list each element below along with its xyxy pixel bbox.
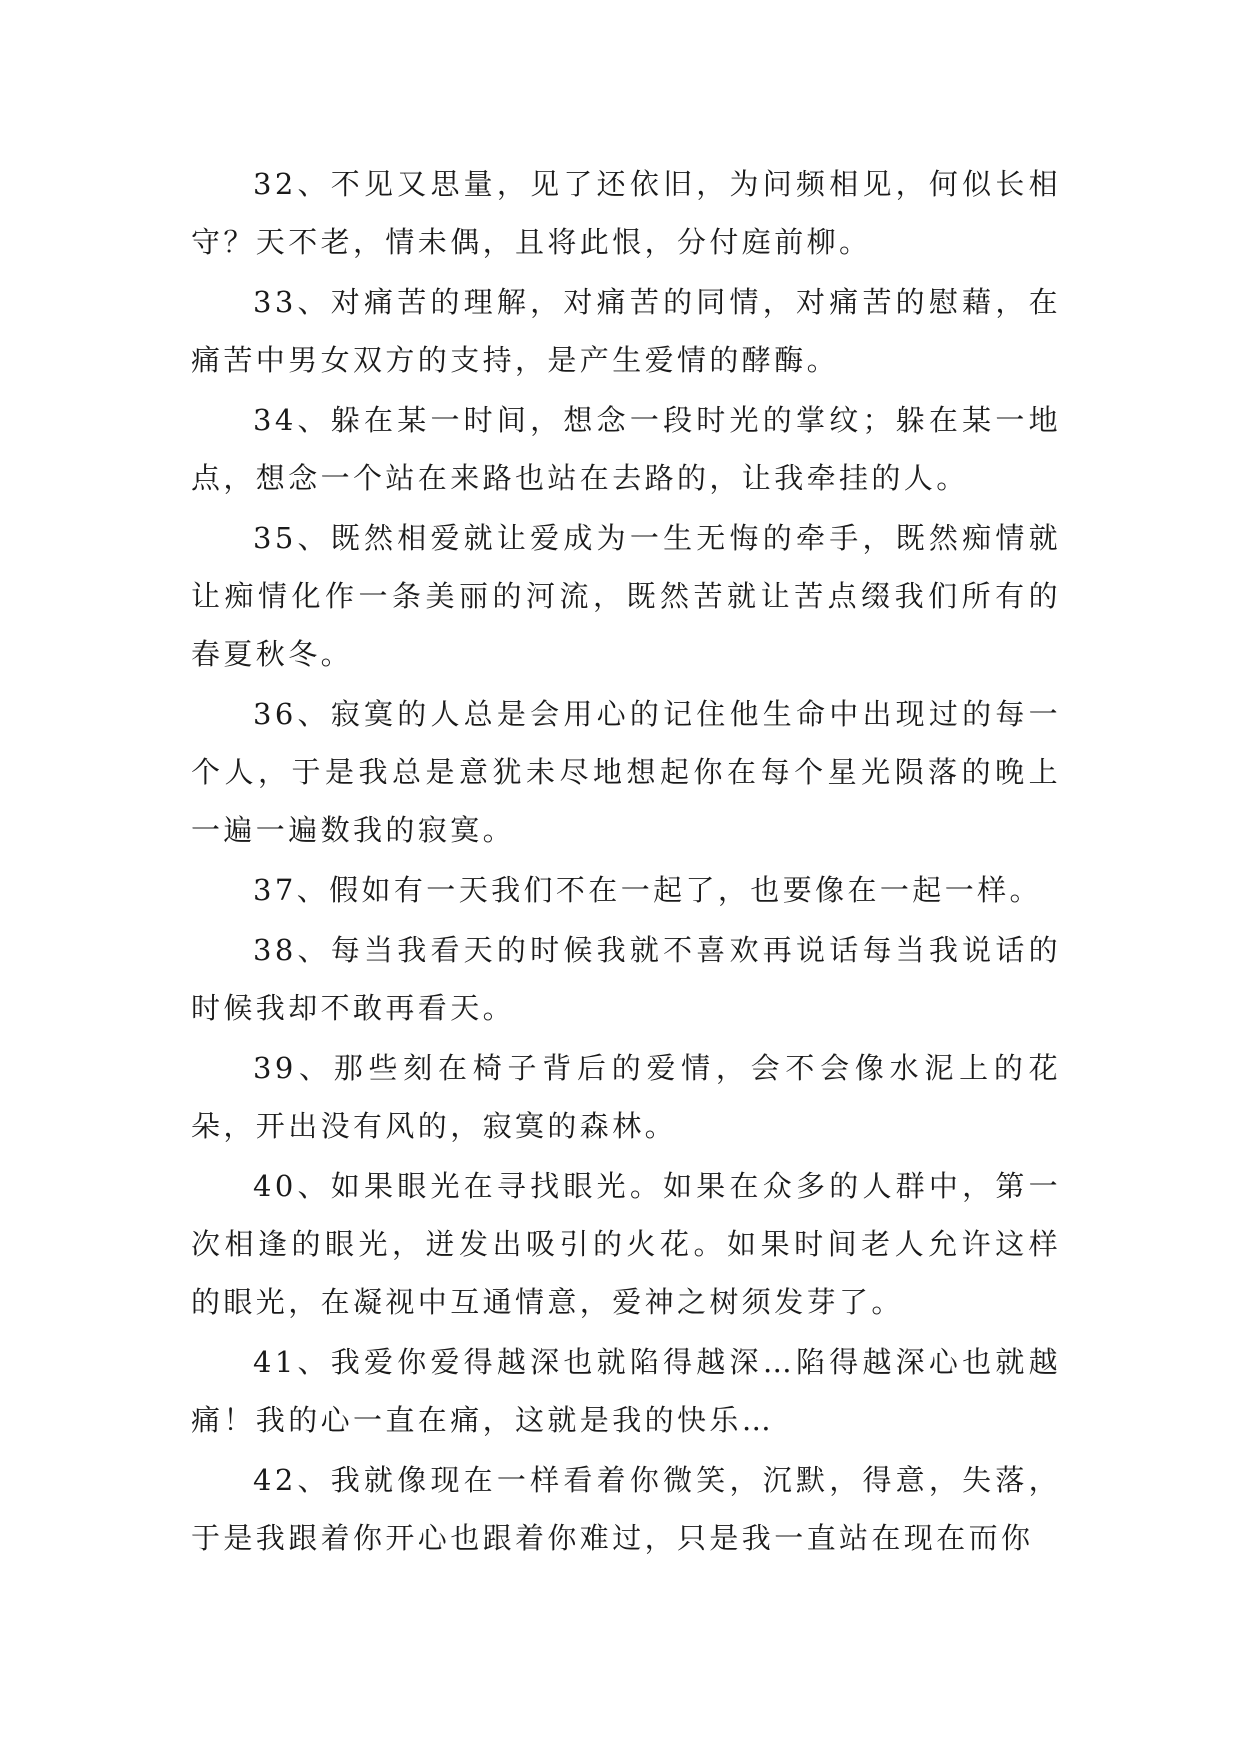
document-body bbox=[191, 155, 1061, 1569]
paragraph-36: 36、寂寞的人总是会用心的记住他生命中出现过的每一个人，于是我总是意犹未尽地想起你在每个星光陨落的晚上一遍一遍数我的寂寞。 bbox=[191, 697, 1061, 847]
paragraph-37: 37、假如有一天我们不在一起了，也要像在一起一样。 bbox=[253, 873, 1042, 907]
paragraph-35: 35、既然相爱就让爱成为一生无悔的牵手，既然痴情就让痴情化作一条美丽的河流，既然苦就让苦点缀我们所有的春夏秋冬。 bbox=[191, 521, 1061, 671]
paragraph-42: 42、我就像现在一样看着你微笑，沉默，得意，失落，于是我跟着你开心也跟着你难过，只是我一直站在现在而你 bbox=[191, 1463, 1061, 1555]
paragraph-33: 33、对痛苦的理解，对痛苦的同情，对痛苦的慰藉，在痛苦中男女双方的支持，是产生爱情的酵酶。 bbox=[191, 285, 1061, 377]
paragraph-41: 41、我爱你爱得越深也就陷得越深…陷得越深心也就越痛！我的心一直在痛，这就是我的快乐… bbox=[191, 1345, 1061, 1437]
paragraph-38: 38、每当我看天的时候我就不喜欢再说话每当我说话的时候我却不敢再看天。 bbox=[191, 933, 1061, 1025]
paragraph-39: 39、那些刻在椅子背后的爱情，会不会像水泥上的花朵，开出没有风的，寂寞的森林。 bbox=[191, 1051, 1061, 1143]
paragraph-34: 34、躲在某一时间，想念一段时光的掌纹；躲在某一地点，想念一个站在来路也站在去路的，让我牵挂的人。 bbox=[191, 403, 1061, 495]
paragraph-40: 40、如果眼光在寻找眼光。如果在众多的人群中，第一次相逢的眼光，迸发出吸引的火花。如果时间老人允许这样的眼光，在凝视中互通情意，爱神之树须发芽了。 bbox=[191, 1169, 1061, 1319]
paragraph-32: 32、不见又思量，见了还依旧，为问频相见，何似长相守？天不老，情未偶，且将此恨，分付庭前柳。 bbox=[191, 167, 1061, 259]
